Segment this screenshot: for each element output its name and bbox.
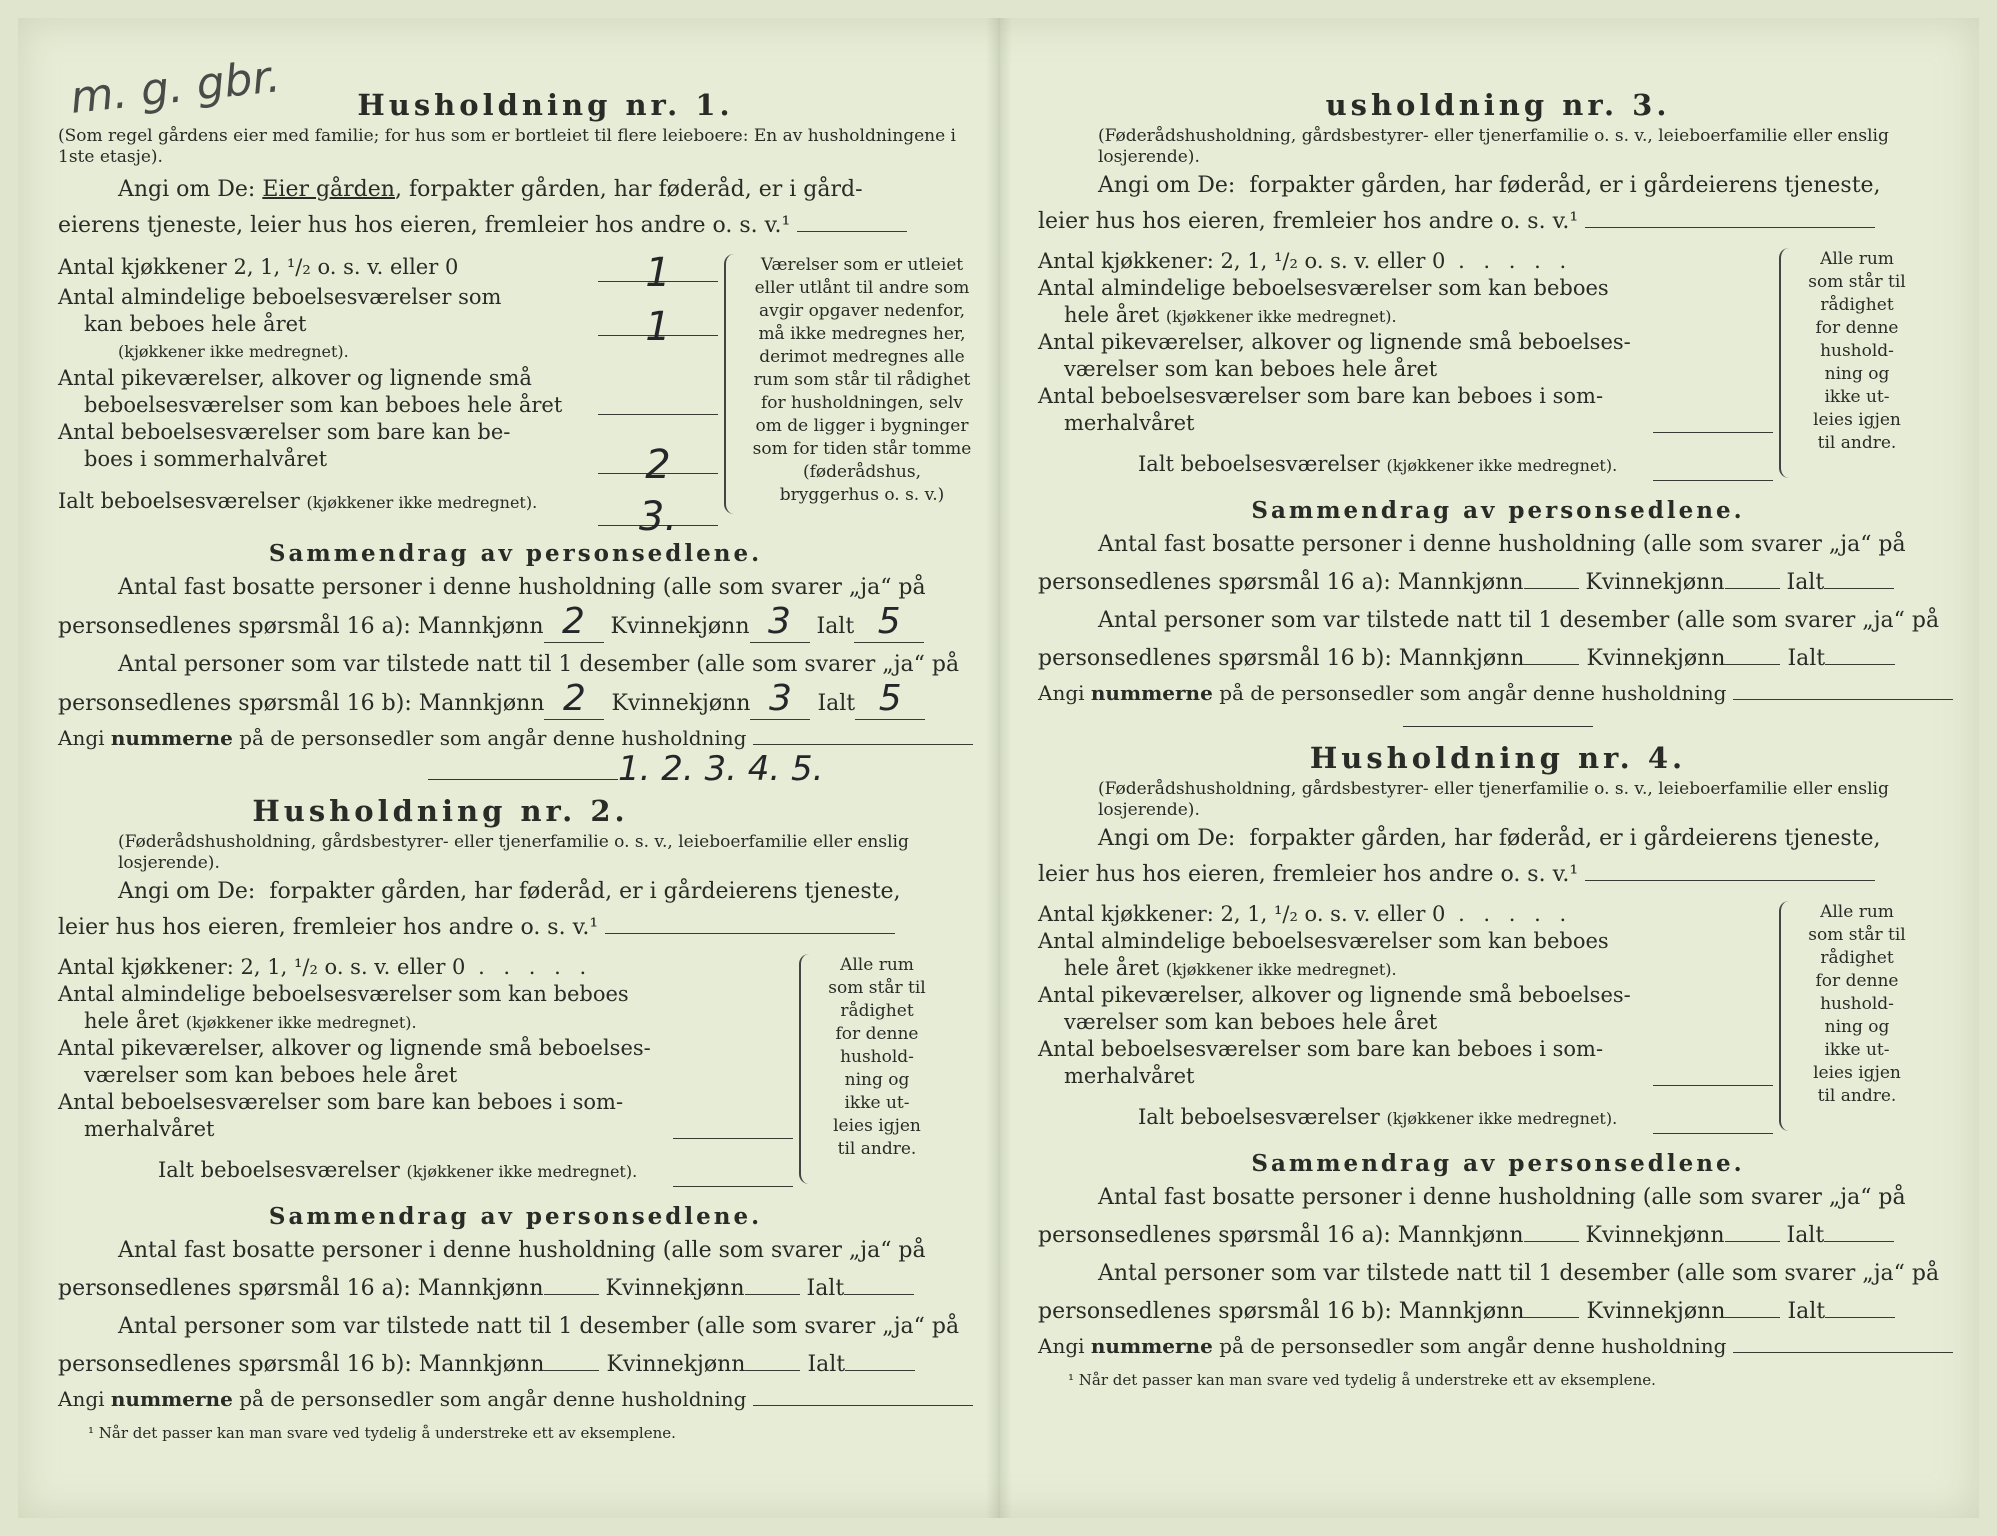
- household-3-title: usholdning nr. 3.: [1325, 88, 1671, 122]
- h1-resident-row: personsedlenes spørsmål 16 a): Mannkjønn 2 Kvinnekjønn 3 Ialt 5: [58, 607, 973, 646]
- household-3: usholdning nr. 3. (Føderådshusholdning, gårdsbestyrer- eller tjenerfamilie o. s. v., leieboerfamilie eller enslig losjerende). Angi om De: forpakter gården, har føderåd, er i gårdeierens tjeneste, leier hus hos eieren, fremleier hos andre o. s. v.¹ Antal kjøkkener: 2, 1, ¹/₂ o. s. v. eller 0 . . . . . Antal almindelige beboelsesværelser som kan beboes hele året (kjøkkener ikke medregnet). Antal pikeværelser, alkover og lignende små beboelses- værelser som kan beboes hele året Antal beboelsesværelser som bare kan beboes i som- merhalvåret Ialt beboelsesværelser (kjøkkener ikke medregnet). Alle rum som står til rådighet for denne hushold-ning og ikke ut-leies igjen til andre. Sammendrag av personsedlene. Antal fast bosatte personer i denne husholdning (alle som svarer „ja“ på personsedlenes spørsmål 16 a): Mannkjønn Kvinnekjønn Ialt Antal personer som var tilstede natt til 1 desember (alle som svarer „ja“ på personsedlenes spørsmål 16 b): Mannkjønn Kvinnekjønn Ialt Angi nummerne på de personsedler som angår denne husholdning: [1038, 88, 1958, 708]
- household-1-status-line-2: eierens tjeneste, leier hus hos eieren, fremleier hos andre o. s. v.¹: [58, 208, 973, 244]
- status-owner-underlined: Eier gården: [262, 177, 395, 202]
- household-4-title: Husholdning nr. 4.: [1309, 741, 1687, 775]
- household-1: Husholdning nr. 1. (Som regel gårdens eier med familie; for hus som er bortleiet til flere leieboere: En av husholdningene i 1ste etasje). Angi om De: Eier gården, forpakter gården, har føderåd, er i gård- eierens tjeneste, leier hus hos eieren, fremleier hos andre o. s. v.¹ Antal kjøkkener 2, 1, ¹/₂ o. s. v. eller 0 1 Antal almindelige beboelsesværelser som kan beboes hele året 1 (kjøkkener ikke medregnet). Antal pikeværelser, alkover og lignende små beboelsesværelser som kan beboes hele året Antal beboelsesværelser som bare kan be- boes i sommerhalvåret 2 Ialt beboelsesværelser (kjøkkener ikke medregnet). 3. Værelser som er utleiet eller utlånt til andre som avgir opgaver nedenfor, må ikke medregnes her, derimot medregnes alle rum som står til rådighet for husholdningen, selv om de ligger i bygninger som for tiden står tomme (føderådshus, bryggerhus o. s. v.) Sammendrag av personsedlene. Antal fast bosatte personer i denne husholdning (alle som svarer „ja“ på personsedlenes spørsmål 16 a): Mannkjønn 2 Kvinnekjønn 3 Ialt 5 Antal personer som var tilstede natt til 1 desember (alle som svarer „ja“ på personsedlenes spørsmål 16 b): Mannkjønn 2 Kvinnekjønn 3 Ialt 5 Angi nummerne på de personsedler som angår denne husholdning 1. 2. 3. 4. 5.: [58, 88, 972, 789]
- footnote-left: ¹ Når det passer kan man svare ved tydelig å understreke ett av eksemplene.: [88, 1424, 676, 1442]
- h1-summer-rooms-value: 2: [598, 445, 718, 474]
- h1-total-rooms-value: 3.: [598, 497, 718, 526]
- household-1-note: (Som regel gårdens eier med familie; for hus som er bortleiet til flere leieboere: En av husholdningene i 1ste etasje).: [58, 126, 956, 167]
- left-page: [58, 18, 973, 1442]
- household-1-title: Husholdning nr. 1.: [357, 88, 734, 122]
- h1-numbers-value: 1. 2. 3. 4. 5.: [618, 749, 824, 789]
- household-1-rooms: Antal kjøkkener 2, 1, ¹/₂ o. s. v. eller 0 1 Antal almindelige beboelsesværelser som kan beboes hele året 1 (kjøkkener ikke medregnet). Antal pikeværelser, alkover og lignende små beboelsesværelser som kan beboes hele året Antal beboelsesværelser som bare kan be- boes i sommerhalvåret 2 Ialt beboelsesværelser (kjøkkener ikke medregnet). 3.: [58, 254, 718, 528]
- h1-numbers-row: Angi nummerne på de personsedler som angår denne husholdning: [58, 723, 973, 753]
- h1-small-rooms-blank: [598, 414, 718, 415]
- household-2-title: Husholdning nr. 2.: [252, 794, 629, 828]
- household-1-summary-title: Sammendrag av personsedlene.: [268, 540, 763, 567]
- census-form-sheet: [18, 18, 1979, 1518]
- footnote-right: ¹ Når det passer kan man svare ved tydelig å understreke ett av eksemplene.: [1068, 1371, 1656, 1389]
- page-fold: [986, 18, 1012, 1518]
- household-2: Husholdning nr. 2. (Føderådshusholdning, gårdsbestyrer- eller tjenerfamilie o. s. v., leieboerfamilie eller enslig losjerende). Angi om De: forpakter gården, har føderåd, er i gårdeierens tjeneste, leier hus hos eieren, fremleier hos andre o. s. v.¹ Antal kjøkkener: 2, 1, ¹/₂ o. s. v. eller 0 . . . . . Antal almindelige beboelsesværelser som kan beboes hele året (kjøkkener ikke medregnet). Antal pikeværelser, alkover og lignende små beboelses- værelser som kan beboes hele året Antal beboelsesværelser som bare kan beboes i som- merhalvåret Ialt beboelsesværelser (kjøkkener ikke medregnet). Alle rum som står til rådighet for denne hushold-ning og ikke ut-leies igjen til andre. Sammendrag av personsedlene. Antal fast bosatte personer i denne husholdning (alle som svarer „ja“ på personsedlenes spørsmål 16 a): Mannkjønn Kvinnekjønn Ialt Antal personer som var tilstede natt til 1 desember (alle som svarer „ja“ på personsedlenes spørsmål 16 b): Mannkjønn Kvinnekjønn Ialt Angi nummerne på de personsedler som angår denne husholdning ¹ Når det passer kan man svare ved tydelig å understreke ett av eksemplene.: [58, 779, 973, 1442]
- h1-present-row: personsedlenes spørsmål 16 b): Mannkjønn 2 Kvinnekjønn 3 Ialt 5: [58, 684, 973, 723]
- handwritten-annotation: m. g. gbr.: [67, 51, 283, 124]
- household-1-rooms-note: Værelser som er utleiet eller utlånt til andre som avgir opgaver nedenfor, må ikke medregnes her, derimot medregnes alle rum som står til rådighet for husholdningen, selv om de ligger i bygninger som for tiden står tomme (føderådshus, bryggerhus o. s. v.): [752, 255, 972, 505]
- household-4: Husholdning nr. 4. (Føderådshusholdning, gårdsbestyrer- eller tjenerfamilie o. s. v., leieboerfamilie eller enslig losjerende). Angi om De: forpakter gården, har føderåd, er i gårdeierens tjeneste, leier hus hos eieren, fremleier hos andre o. s. v.¹ Antal kjøkkener: 2, 1, ¹/₂ o. s. v. eller 0 . . . . . Antal almindelige beboelsesværelser som kan beboes hele året (kjøkkener ikke medregnet). Antal pikeværelser, alkover og lignende små beboelses- værelser som kan beboes hele året Antal beboelsesværelser som bare kan beboes i som- merhalvåret Ialt beboelsesværelser (kjøkkener ikke medregnet). Alle rum som står til rådighet for denne hushold-ning og ikke ut-leies igjen til andre. Sammendrag av personsedlene. Antal fast bosatte personer i denne husholdning (alle som svarer „ja“ på personsedlenes spørsmål 16 a): Mannkjønn Kvinnekjønn Ialt Antal personer som var tilstede natt til 1 desember (alle som svarer „ja“ på personsedlenes spørsmål 16 b): Mannkjønn Kvinnekjønn Ialt Angi nummerne på de personsedler som angår denne husholdning ¹ Når det passer kan man svare ved tydelig å understreke ett av eksemplene.: [1038, 726, 1958, 1389]
- household-2-rooms-note: Alle rum som står til rådighet for denne hushold-ning og ikke ut-leies igjen til andre.: [828, 955, 926, 1159]
- h1-ordinary-rooms-value: 1: [598, 307, 718, 336]
- household-2-note: (Føderådshusholdning, gårdsbestyrer- eller tjenerfamilie o. s. v., leieboerfamilie eller enslig losjerende).: [118, 832, 909, 873]
- household-1-status-line-1: Angi om De: Eier gården, forpakter gården, har føderåd, er i gård-: [118, 177, 863, 202]
- right-page: [1038, 18, 1958, 1389]
- h1-kitchens-value: 1: [598, 253, 718, 282]
